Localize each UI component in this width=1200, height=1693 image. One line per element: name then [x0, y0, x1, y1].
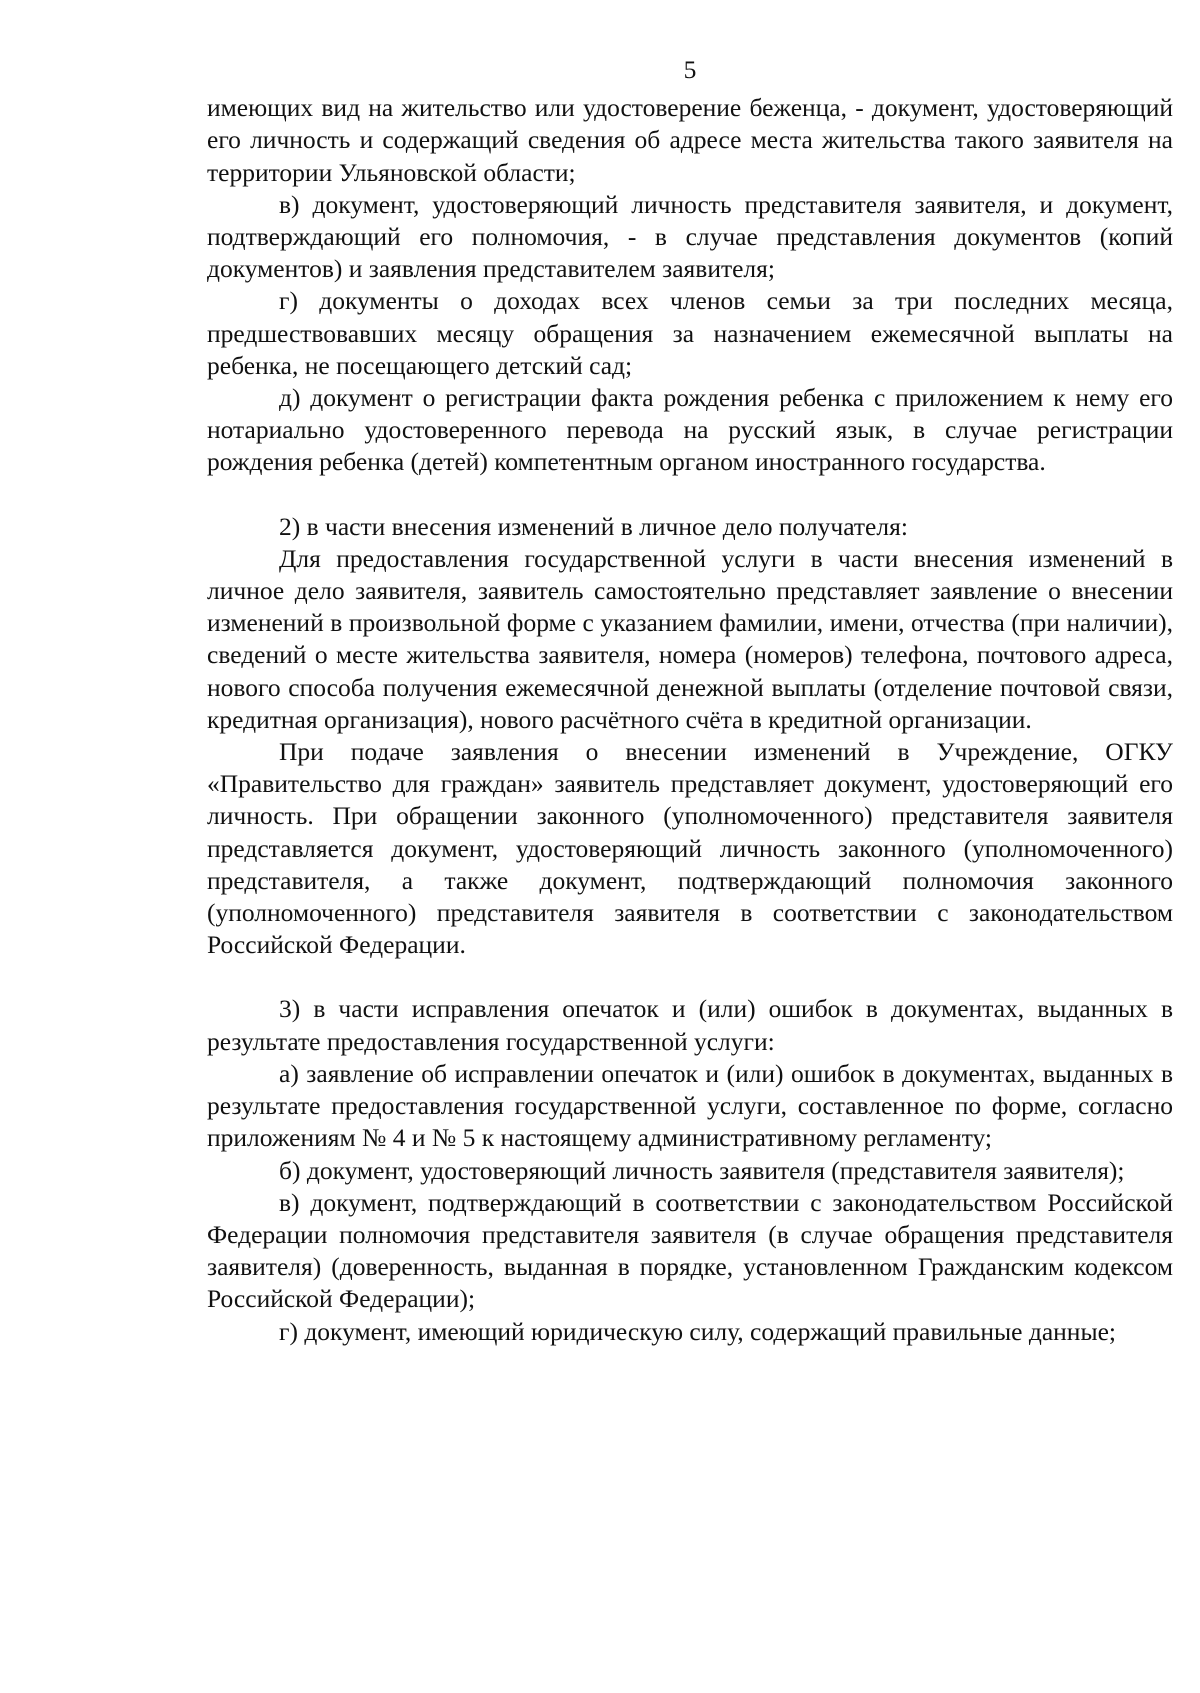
paragraph-item-g-2: г) документ, имеющий юридическую силу, содержащий правильные данные; [279, 1316, 1116, 1346]
paragraph-item-b: б) документ, удостоверяющий личность заявителя (представителя заявителя); [279, 1155, 1125, 1185]
paragraph-item-g: г) документы о доходах всех членов семьи за три последних месяца, предшествовавших месяцу обращения за назначением ежемесячной выплаты на ребенка, не посещающего детский сад; [207, 286, 1173, 380]
paragraph-changes-request: Для предоставления государственной услуги в части внесения изменений в личное дело заявителя, заявитель самостоятельно представляет заявление о внесении изменений в произвольной форме с указанием фамилии, имени, отчества (при наличии), сведений о месте жительства заявителя, номера (номеров) телефона, почтового адреса, нового способа получения ежемесячной денежной выплаты (отделение почтовой связи, кредитная организация), нового расчётного счёта в кредитной организации. [207, 543, 1173, 734]
paragraph-item-a: а) заявление об исправлении опечаток и (или) ошибок в документах, выданных в результате предоставления государственной услуги, составленное по форме, согласно приложениям № 4 и № 5 к настоящему административному регламенту; [207, 1058, 1173, 1153]
paragraph-continuation: имеющих вид на жительство или удостоверение беженца, - документ, удостоверяющий его личность и содержащий сведения об адресе места жительства такого заявителя на территории Ульяновской области; [207, 93, 1173, 187]
section-heading-3: 3) в части исправления опечаток и (или) ошибок в документах, выданных в результате предоставления государственной услуги: [207, 994, 1173, 1056]
section-heading-2: 2) в части внесения изменений в личное дело получателя: [279, 511, 908, 541]
page-number: 5 [683, 55, 697, 84]
paragraph-changes-submission: При подаче заявления о внесении изменений в Учреждение, ОГКУ «Правительство для граждан» заявитель представляет документ, удостоверяющий его личность. При обращении законного (уполномоченного) представителя заявителя представляется документ, удостоверяющий личность законного (уполномоченного) представителя, а также документ, подтверждающий полномочия законного (уполномоченного) представителя заявителя в соответствии с законодательством Российской Федерации. [207, 737, 1173, 960]
paragraph-item-d: д) документ о регистрации факта рождения ребенка с приложением к нему его нотариально удостоверенного перевода на русский язык, в случае регистрации рождения ребенка (детей) компетентным органом иностранного государства. [207, 383, 1173, 477]
document-page [207, 54, 1173, 1348]
paragraph-spacer [207, 479, 1173, 511]
paragraph-item-v: в) документ, удостоверяющий личность представителя заявителя, и документ, подтверждающий его полномочия, - в случае представления документов (копий документов) и заявления представителем заявителя; [207, 189, 1173, 284]
paragraph-spacer [207, 961, 1173, 993]
paragraph-item-v-2: в) документ, подтверждающий в соответствии с законодательством Российской Федерации полномочия представителя заявителя (в случае обращения представителя заявителя) (доверенность, выданная в порядке, установленном Гражданским кодексом Российской Федерации); [207, 1187, 1173, 1314]
